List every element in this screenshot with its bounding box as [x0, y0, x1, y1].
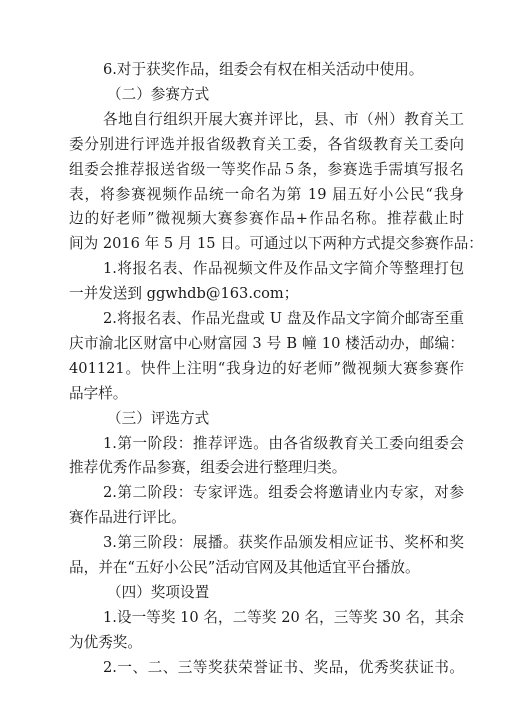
- text-line: 边的好老师”微视频大赛参赛作品+作品名称。推荐截止时: [69, 210, 464, 227]
- text-line: 401121。快件上注明“我身边的好老师”微视频大赛参赛作: [69, 360, 464, 377]
- text-line: 品，并在“五好小公民”活动官网及其他适宜平台播放。: [69, 559, 420, 576]
- text-line-award-usage: 6.对于获奖作品，组委会有权在相关活动中使用。: [103, 61, 424, 78]
- text-line: 组委会推荐报送省级一等奖作品５条，参赛选手需填写报名: [69, 161, 464, 178]
- text-line-content: 为优秀奖。: [69, 634, 142, 651]
- text-line-email: 一并发送到 ggwhdb@163.com；: [69, 285, 299, 302]
- section-heading-evaluation: （三）评选方式: [107, 410, 210, 427]
- text-line: 委分别进行评选并报省级教育关工委，各省级教育关工委向: [69, 136, 464, 153]
- text-line: 3.第三阶段：展播。获奖作品颁发相应证书、奖杯和奖: [103, 534, 464, 551]
- text-line: 1.设一等奖 10 名，二等奖 20 名，三等奖 30 名，其余: [103, 609, 464, 626]
- text-line: 2.将报名表、作品光盘或 U 盘及作品文字简介邮寄至重: [103, 310, 464, 327]
- text-line: 品字样。: [69, 385, 128, 402]
- text-line: 1.第一阶段：推荐评选。由各省级教育关工委向组委会: [103, 435, 464, 452]
- text-line: 1.将报名表、作品视频文件及作品文字简介等整理打包: [103, 260, 464, 277]
- text-line: 表，将参赛视频作品统一命名为第 19 届五好小公民“我身: [69, 186, 464, 203]
- text-line: 2.第二阶段：专家评选。组委会将邀请业内专家，对参: [103, 484, 464, 501]
- section-heading-participation: （二）参赛方式: [107, 86, 210, 103]
- text-line: [0, 633, 522, 653]
- text-line: 赛作品进行评比。: [69, 509, 186, 526]
- text-line: 间为 2016 年 5 月 15 日。可通过以下两种方式提交参赛作品：: [69, 235, 483, 252]
- text-line-content: 2.一、二、三等奖获荣誉证书、奖品，优秀奖获证书。: [103, 659, 464, 676]
- text-line: 推荐优秀作品参赛，组委会进行整理归类。: [69, 459, 347, 476]
- text-line: 各地自行组织开展大赛并评比，县、市（州）教育关工: [103, 111, 464, 128]
- text-line: [0, 658, 522, 678]
- text-line-address: 庆市渝北区财富中心财富园 3 号 B 幢 10 楼活动办，邮编：: [69, 335, 464, 352]
- section-heading-awards: （四）奖项设置: [107, 584, 210, 601]
